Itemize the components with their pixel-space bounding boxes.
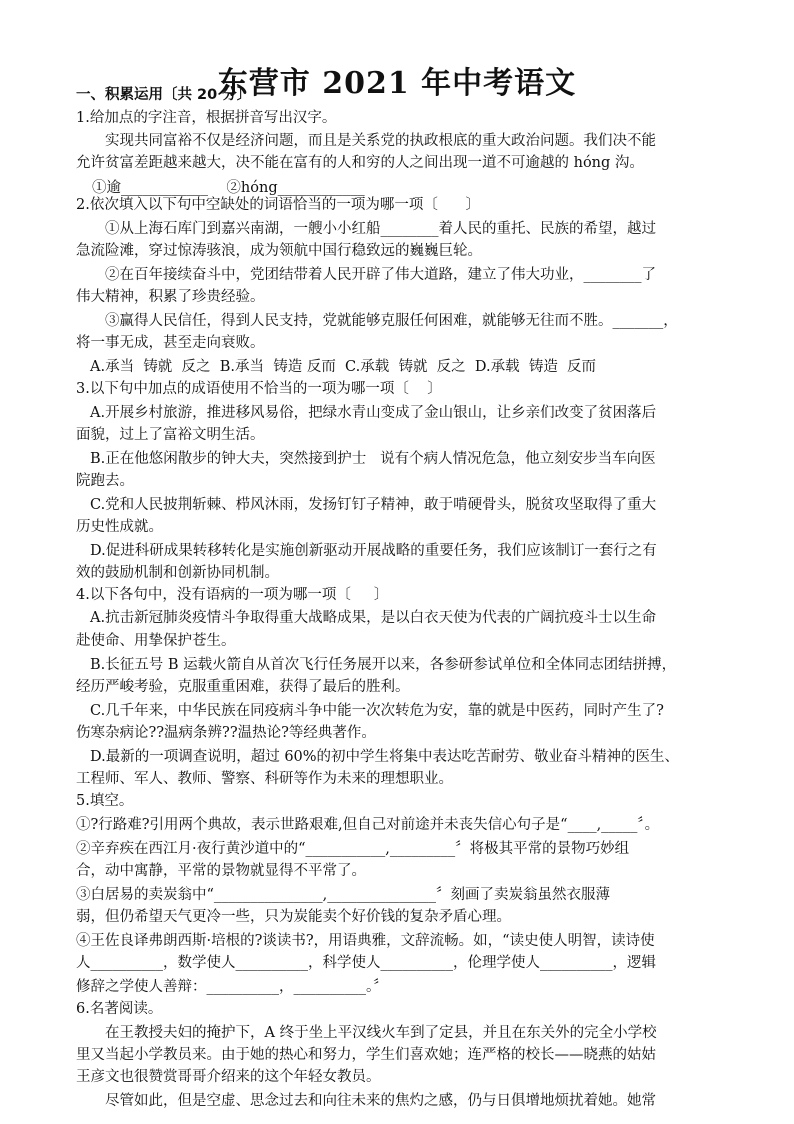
text-line: B.正在他悠闲散步的钟大夫，突然接到护士 说有个病人情况危急，他立刻安步当车向医 [90,451,656,467]
text-line: ②在百年接续奋斗中，党团结带着人民开辟了伟大道路，建立了伟大功业，________了 [105,267,656,283]
text-line: 1.给加点的字注音，根据拼音写出汉字。 [76,110,337,126]
text-line: 伟大精神，积累了珍贵经验。 [76,289,265,305]
text-line: ③赢得人民信任，得到人民支持，党就能够克服任何困难，就能够无往而不胜。_______， [105,313,678,329]
text-line: 弱，但仍希望天气更冷一些，只为炭能卖个好价钱的复杂矛盾心理。 [76,909,511,925]
text-line: 面貌，过上了富裕文明生活。 [76,427,265,443]
text-line: 合，动中寓静，平常的景物就显得不平常了。 [76,863,366,879]
text-line: 4.以下各句中，没有语病的一项为哪一项〔 〕 [76,587,389,603]
text-line: 急流险滩，穿过惊涛骇浪，成为领航中国行稳致远的巍巍巨轮。 [76,243,482,259]
text-line: 一、积累运用〔共 20 分〕 [76,87,252,103]
text-line: A.开展乡村旅游，推进移风易俗，把绿水青山变成了金山银山，让乡亲们改变了贫困落后 [90,405,657,421]
text-line: 里又当起小学教员来。由于她的热心和努力，学生们喜欢她；连严格的校长——晓燕的姑姑 [76,1047,656,1063]
text-line: ③白居易的卖炭翁中“_______________,_______________〞刻画了卖炭翁虽然衣服薄 [76,887,611,903]
text-line: 工程师、军人、教师、警察、科研等作为未来的理想职业。 [76,771,453,787]
text-line: 实现共同富裕不仅是经济问题，而且是关系党的执政根底的重大政治问题。我们决不能 [105,133,656,149]
text-line: 赴使命、用挚保护苍生。 [76,633,236,649]
text-line: A.抗击新冠肺炎疫情斗争取得重大战略成果，是以白衣天使为代表的广阔抗疫斗士以生命 [90,610,657,626]
text-line: ②辛弃疾在西江月·夜行黄沙道中的“___________,_________〞将极其平常的景物巧妙组 [76,841,630,857]
text-line: ①从上海石库门到嘉兴南湖，一艘小小红船________着人民的重托、民族的希望，越过 [105,221,656,237]
text-line: D.最新的一项调查说明，超过 60%的初中学生将集中表达吃苦耐劳、敬业奋斗精神的医生、 [90,749,680,765]
text-line: A.承当 铸就 反之 B.承当 铸造 反而 C.承载 铸就 反之 D.承载 铸造 反而 [90,359,597,375]
text-line: 院跑去。 [76,473,134,489]
text-line: 修辞之学使人善辩：__________，__________。〞 [76,979,388,995]
text-line: ①?行路难?引用两个典故，表示世路艰难,但自己对前途并未丧失信心句子是“____,_____〞。 [76,817,660,833]
text-line: 伤寒杂病论??温病条辨??温热论?等经典著作。 [76,725,376,741]
exam-title: 东营市 2021 年中考语文 [217,66,577,101]
text-line: 效的鼓励机制和创新协同机制。 [76,565,279,581]
text-line: 王彦文也很赞赏哥哥介绍来的这个年轻女教员。 [76,1069,381,1085]
text-line: ①逾____________ ②hóng____________ [92,180,365,196]
text-line: 允许贫富差距越来越大，决不能在富有的人和穷的人之间出现一道不可逾越的 hóng 沟。 [76,155,644,171]
text-line: 5.填空。 [76,793,134,809]
text-line: C.几千年来，中华民族在同疫病斗争中能一次次转危为安，靠的就是中医药，同时产生了? [90,703,664,719]
text-line: 人__________，数学使人__________，科学使人__________，伦理学使人__________，逻辑 [76,955,656,971]
text-line: 将一事无成，甚至走向衰败。 [76,335,265,351]
text-line: 6.名著阅读。 [76,1001,163,1017]
text-line: 2.依次填入以下句中空缺处的词语恰当的一项为哪一项〔 〕 [76,197,480,213]
text-line: ④王佐良译弗朗西斯·培根的?谈读书?，用语典雅，文辞流畅。如，“读史使人明智，读诗使 [76,933,655,949]
text-line: 历史性成就。 [76,519,163,535]
text-line: 3.以下句中加点的成语使用不恰当的一项为哪一项〔 〕 [76,381,442,397]
text-line: 在王教授夫妇的掩护下，A 终于坐上平汉线火车到了定县，并且在东关外的完全小学校 [105,1025,657,1041]
text-line: B.长征五号 B 运载火箭自从首次飞行任务展开以来，各参研参试单位和全体同志团结拼搏， [90,657,677,673]
text-line: 经历严峻考验，克服重重困难，获得了最后的胜利。 [76,679,410,695]
text-line: D.促进科研成果转移转化是实施创新驱动开展战略的重要任务，我们应该制订一套行之有 [90,543,657,559]
text-line: 尽管如此，但是空虚、思念过去和向往未来的焦灼之感，仍与日俱增地烦扰着她。她常 [105,1093,656,1109]
text-line: C.党和人民披荆斩棘、栉风沐雨，发扬钉钉子精神，敢于啃硬骨头，脱贫攻坚取得了重大 [90,497,657,513]
